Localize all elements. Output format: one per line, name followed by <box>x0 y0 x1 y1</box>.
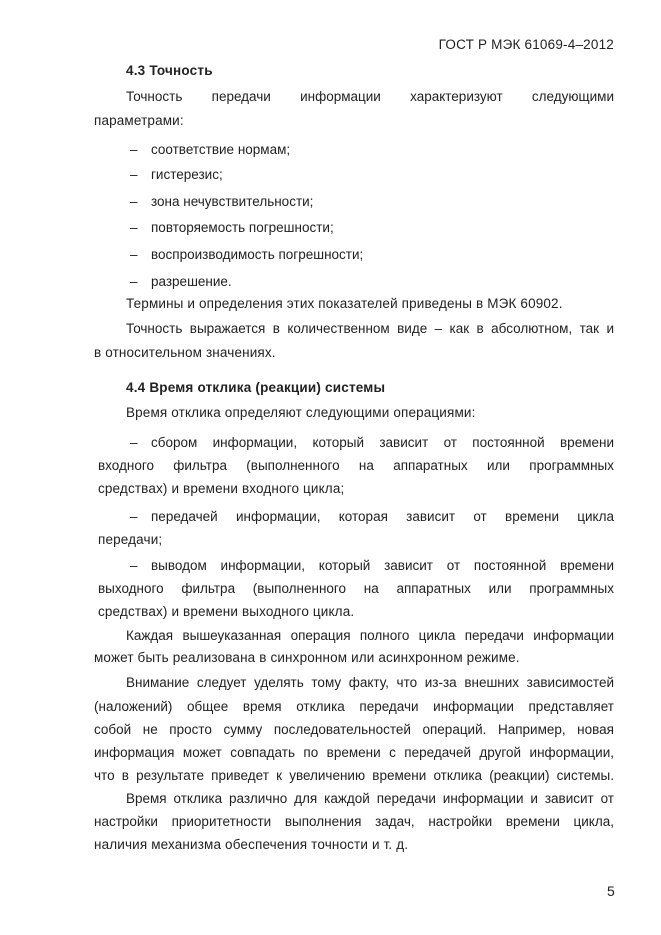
s43-intro-line-2: параметрами: <box>94 113 184 128</box>
s43-terms-line: Термины и определения этих показателей приведены в МЭК 60902. <box>126 296 563 311</box>
list-dash: – <box>130 142 138 157</box>
p2-line-4: информация может совпадать по времени с передачей другой информации, <box>94 745 614 760</box>
list-item: гистерезис; <box>151 167 223 182</box>
list-item: воспроизводимость погрешности; <box>151 247 364 262</box>
s43-expr-line-1: Точность выражается в количественном виде – как в абсолютном, так и <box>126 321 614 336</box>
p3-line-2: настройки приоритетности выполнения задач, настройки времени цикла, <box>94 814 614 829</box>
op2-line-1: передачей информации, которая зависит от времени цикла <box>151 509 614 524</box>
list-dash: – <box>130 167 138 182</box>
s44-intro-line: Время отклика определяют следующими операциями: <box>126 405 476 420</box>
s43-intro-line-1: Точность передачи информации характеризуют следующими <box>126 89 614 104</box>
p3-line-3: наличия механизма обеспечения точности и т. д. <box>94 837 409 852</box>
list-dash: – <box>130 558 138 573</box>
p1-line-1: Каждая вышеуказанная операция полного цикла передачи информации <box>126 628 614 643</box>
list-dash: – <box>130 509 138 524</box>
op1-line-2: входного фильтра (выполненного на аппаратных или программных <box>98 458 614 473</box>
p2-line-3: собой не просто сумму последовательностей операций. Например, новая <box>94 722 614 737</box>
op1-line-1: сбором информации, который зависит от постоянной времени <box>151 435 614 450</box>
p2-line-1: Внимание следует уделять тому факту, что из-за внешних зависимостей <box>126 675 614 690</box>
list-dash: – <box>130 274 138 289</box>
list-item: разрешение. <box>151 274 232 289</box>
list-dash: – <box>130 220 138 235</box>
standard-header: ГОСТ Р МЭК 61069-4–2012 <box>438 37 614 52</box>
op3-line-2: выходного фильтра (выполненного на аппаратных или программных <box>98 581 614 596</box>
op1-line-3: средствах) и времени входного цикла; <box>98 481 345 496</box>
list-dash: – <box>130 435 138 450</box>
p3-line-1: Время отклика различно для каждой передачи информации и зависит от <box>126 791 614 806</box>
section-4-3-heading: 4.3 Точность <box>126 63 213 78</box>
op2-line-2: передачи; <box>98 532 163 547</box>
list-dash: – <box>130 247 138 262</box>
section-4-4-heading: 4.4 Время отклика (реакции) системы <box>126 380 386 395</box>
list-item: зона нечувствительности; <box>151 194 314 209</box>
s43-expr-line-2: в относительном значениях. <box>94 345 276 360</box>
op3-line-1: выводом информации, который зависит от постоянной времени <box>151 558 614 573</box>
list-dash: – <box>130 194 138 209</box>
p2-line-2: (наложений) общее время отклика передачи информации представляет <box>94 699 614 714</box>
op3-line-3: средствах) и времени выходного цикла. <box>98 604 355 619</box>
p1-line-2: может быть реализована в синхронном или асинхронном режиме. <box>94 650 520 665</box>
list-item: повторяемость погрешности; <box>151 220 334 235</box>
p2-line-5: что в результате приведет к увеличению времени отклика (реакции) системы. <box>94 768 614 783</box>
list-item: соответствие нормам; <box>151 142 291 157</box>
page-number: 5 <box>607 883 615 899</box>
